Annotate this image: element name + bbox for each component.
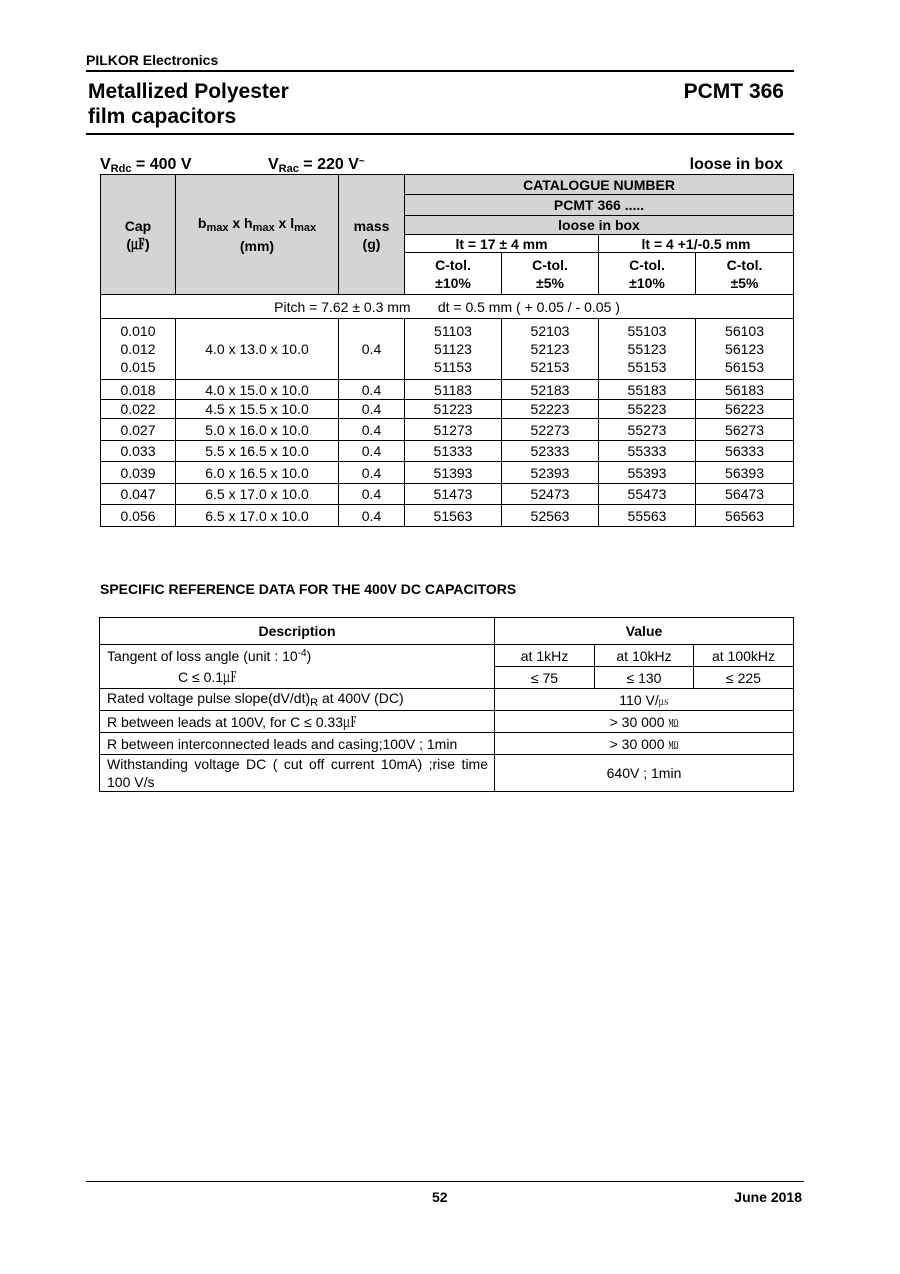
cap-cell: 0.047 xyxy=(101,484,176,505)
lead-length-17-header: lt = 17 ± 4 mm xyxy=(405,235,599,253)
header-rule-bottom xyxy=(86,133,794,135)
dimensions-header: $b_{max}$ x $h_{max}$ x $l_{max}$ (mm) xyxy=(176,175,339,295)
mass-cell: 0.4 xyxy=(339,484,405,505)
code-cell: 56273 xyxy=(696,419,794,441)
r-leads-value: > 30 000 ㏁ xyxy=(495,711,794,733)
code-cell: 52273 xyxy=(502,419,599,441)
tan-loss-condition: C ≤ 0.1㎌ xyxy=(100,667,495,689)
description-header: Description xyxy=(100,618,495,645)
tan-loss-label: Tangent of loss angle (unit : $10^{-4}$) xyxy=(100,645,495,667)
tol-header: C-tol. ±10% xyxy=(599,253,696,295)
dimension-cell: 5.0 x 16.0 x 10.0 xyxy=(176,419,339,441)
code-cell: 51103 51123 51153 xyxy=(405,319,502,380)
cap-cell: 0.033 xyxy=(101,441,176,462)
product-title-line2: film capacitors xyxy=(88,105,237,128)
cap-header: Cap (㎌) xyxy=(101,175,176,295)
freq-cell: at 100kHz xyxy=(694,645,794,667)
packaging-header: loose in box xyxy=(405,216,794,235)
rated-dc-voltage: $V_{Rdc} = 400$ V xyxy=(100,156,192,175)
mass-cell: 0.4 xyxy=(339,505,405,527)
code-cell: 55103 55123 55153 xyxy=(599,319,696,380)
table-row xyxy=(101,380,794,400)
cap-cell: 0.022 xyxy=(101,400,176,419)
publication-date: June 2018 xyxy=(734,1189,802,1205)
code-cell: 55393 xyxy=(599,462,696,484)
tol-header: C-tol. ±5% xyxy=(502,253,599,295)
withstand-value: 640V ; 1min xyxy=(495,755,794,792)
code-cell: 55183 xyxy=(599,380,696,400)
r-casing-value: > 30 000 ㏁ xyxy=(495,733,794,755)
table-row xyxy=(101,505,794,527)
code-cell: 56333 xyxy=(696,441,794,462)
value-cell: ≤ 225 xyxy=(694,667,794,689)
pitch-row: Pitch = 7.62 ± 0.3 mm dt = 0.5 mm ( + 0.05 / - 0.05 ) xyxy=(101,295,794,319)
dimension-cell: 6.5 x 17.0 x 10.0 xyxy=(176,505,339,527)
mass-header: mass (g) xyxy=(339,175,405,295)
dimension-cell: 5.5 x 16.5 x 10.0 xyxy=(176,441,339,462)
code-cell: 51393 xyxy=(405,462,502,484)
table-row xyxy=(100,645,794,667)
code-cell: 55223 xyxy=(599,400,696,419)
product-title-line1: Metallized Polyester xyxy=(88,80,289,103)
dimension-cell: 6.0 x 16.5 x 10.0 xyxy=(176,462,339,484)
table-row xyxy=(101,441,794,462)
r-leads-label: R between leads at 100V, for C ≤ 0.33㎌ xyxy=(100,711,495,733)
mass-cell: 0.4 xyxy=(339,380,405,400)
value-cell: ≤ 130 xyxy=(595,667,694,689)
mass-cell: 0.4 xyxy=(339,400,405,419)
code-cell: 56473 xyxy=(696,484,794,505)
table-row xyxy=(100,689,794,711)
code-cell: 52103 52123 52153 xyxy=(502,319,599,380)
code-cell: 56563 xyxy=(696,505,794,527)
cap-cell: 0.039 xyxy=(101,462,176,484)
mass-cell: 0.4 xyxy=(339,441,405,462)
table-row xyxy=(100,733,794,755)
catalogue-number-header: CATALOGUE NUMBER xyxy=(405,175,794,195)
value-cell: ≤ 75 xyxy=(495,667,595,689)
table-row xyxy=(100,667,794,689)
cap-cell: 0.056 xyxy=(101,505,176,527)
product-model: PCMT 366 xyxy=(683,80,784,103)
code-cell: 51273 xyxy=(405,419,502,441)
page-number: 52 xyxy=(432,1189,448,1205)
code-cell: 56183 xyxy=(696,380,794,400)
packaging-label: loose in box xyxy=(689,156,783,173)
mass-cell: 0.4 xyxy=(339,319,405,380)
tol-header: C-tol. ±10% xyxy=(405,253,502,295)
cap-cell: 0.010 0.012 0.015 xyxy=(101,319,176,380)
dimension-cell: 4.0 x 13.0 x 10.0 xyxy=(176,319,339,380)
pulse-slope-label: Rated voltage pulse $slope(dV/dt)_R$ at 400V (DC) xyxy=(100,689,495,711)
table-row xyxy=(101,484,794,505)
code-cell: 52393 xyxy=(502,462,599,484)
dimension-cell: 4.5 x 15.5 x 10.0 xyxy=(176,400,339,419)
series-header: PCMT 366 ..... xyxy=(405,195,794,216)
freq-cell: at 10kHz xyxy=(595,645,694,667)
code-cell: 52223 xyxy=(502,400,599,419)
lead-length-4-header: lt = 4 +1/-0.5 mm xyxy=(599,235,794,253)
code-cell: 52563 xyxy=(502,505,599,527)
table-row xyxy=(101,419,794,441)
freq-cell: at 1kHz xyxy=(495,645,595,667)
rated-ac-voltage: $V_{Rac} = 220$ V~ xyxy=(268,156,365,175)
tol-header: C-tol. ±5% xyxy=(696,253,794,295)
code-cell: 51333 xyxy=(405,441,502,462)
table-row xyxy=(100,711,794,733)
r-casing-label: R between interconnected leads and casing;100V ; 1min xyxy=(100,733,495,755)
code-cell: 55563 xyxy=(599,505,696,527)
code-cell: 51473 xyxy=(405,484,502,505)
dimension-cell: 6.5 x 17.0 x 10.0 xyxy=(176,484,339,505)
reference-table xyxy=(99,617,794,792)
pulse-slope-value: 110 V/㎲ xyxy=(495,689,794,711)
dimension-cell: 4.0 x 15.0 x 10.0 xyxy=(176,380,339,400)
company-name: PILKOR Electronics xyxy=(86,52,219,68)
mass-cell: 0.4 xyxy=(339,462,405,484)
cap-cell: 0.018 xyxy=(101,380,176,400)
code-cell: 56223 xyxy=(696,400,794,419)
table-row xyxy=(101,400,794,419)
code-cell: 56103 56123 56153 xyxy=(696,319,794,380)
code-cell: 51183 xyxy=(405,380,502,400)
reference-section-title: SPECIFIC REFERENCE DATA FOR THE 400V DC CAPACITORS xyxy=(100,581,517,597)
code-cell: 55333 xyxy=(599,441,696,462)
code-cell: 52473 xyxy=(502,484,599,505)
mass-cell: 0.4 xyxy=(339,419,405,441)
code-cell: 51223 xyxy=(405,400,502,419)
cap-cell: 0.027 xyxy=(101,419,176,441)
table-row xyxy=(100,755,794,792)
code-cell: 56393 xyxy=(696,462,794,484)
header-rule-top xyxy=(86,70,794,72)
footer-rule xyxy=(86,1181,804,1182)
code-cell: 55473 xyxy=(599,484,696,505)
code-cell: 55273 xyxy=(599,419,696,441)
value-header: Value xyxy=(495,618,794,645)
code-cell: 52183 xyxy=(502,380,599,400)
catalogue-table xyxy=(100,174,794,527)
code-cell: 52333 xyxy=(502,441,599,462)
withstand-label: Withstanding voltage DC ( cut off current 10mA) ;rise time 100 V/s xyxy=(100,755,495,792)
table-row xyxy=(101,462,794,484)
table-row xyxy=(101,319,794,380)
code-cell: 51563 xyxy=(405,505,502,527)
